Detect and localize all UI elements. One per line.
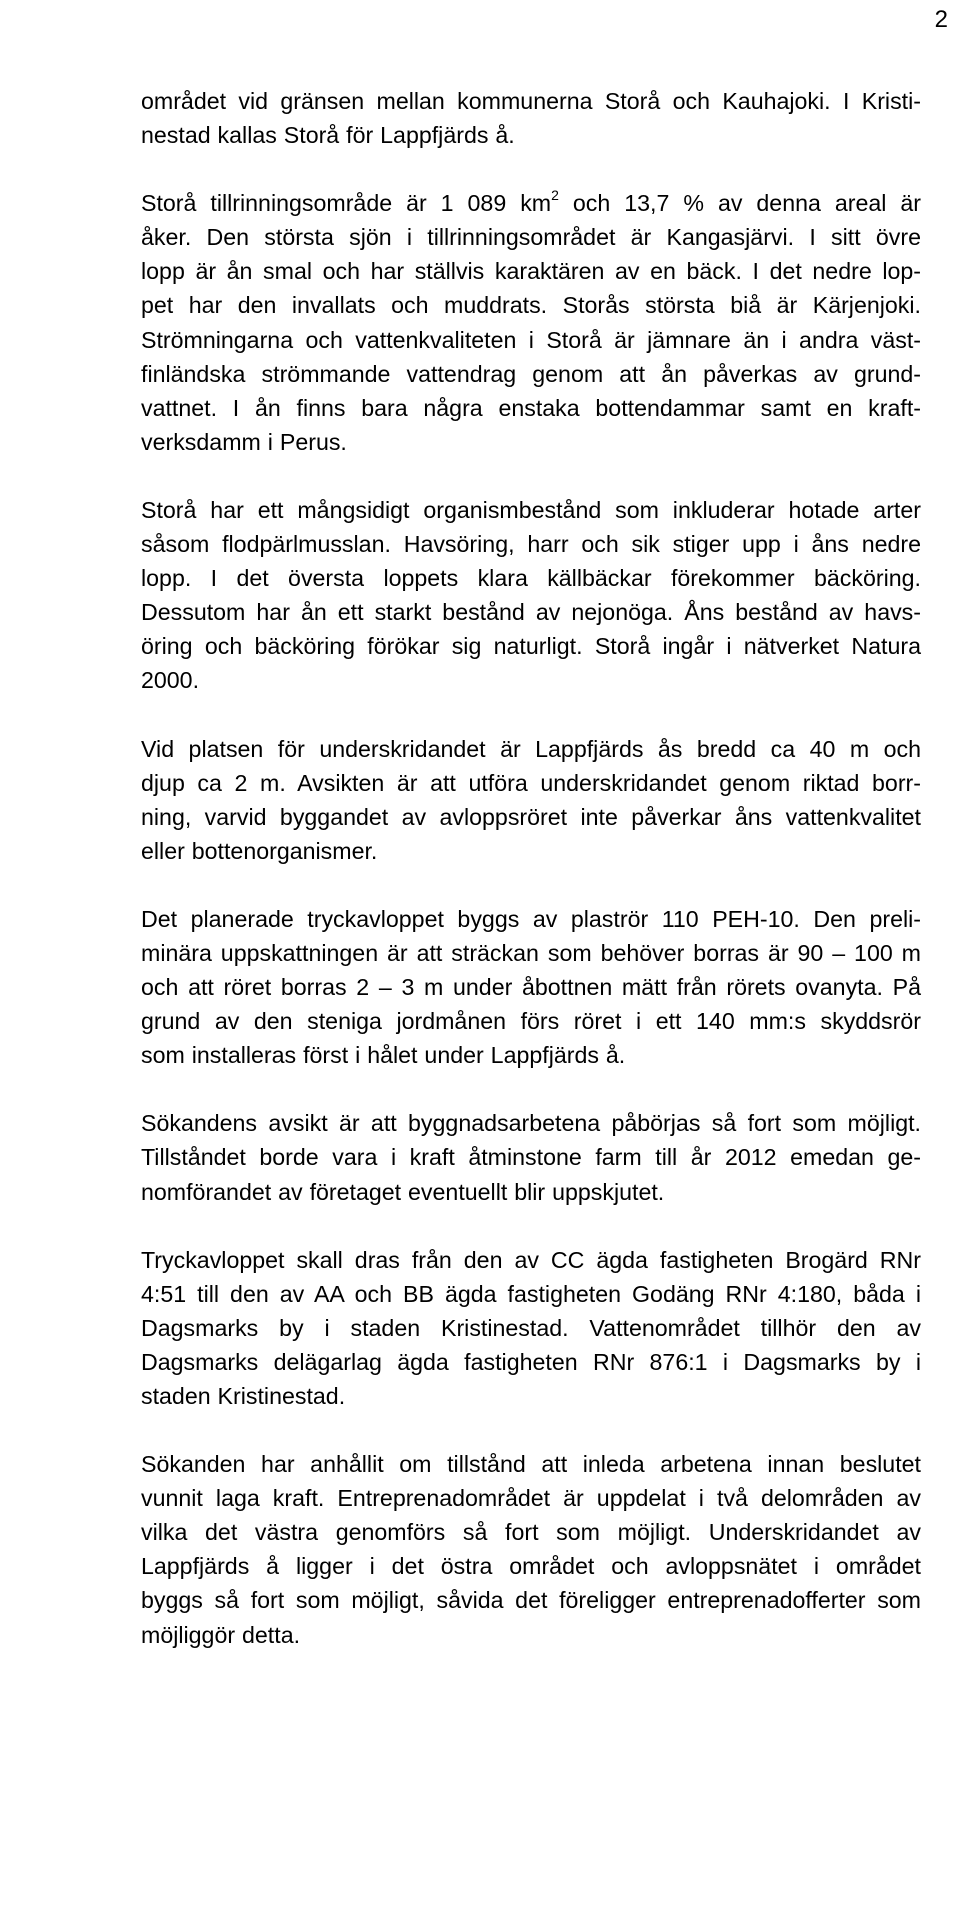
paragraph-3 [141, 493, 921, 698]
text-line: grund av den steniga jordmånen förs röret i ett 140 mm:s skyddsrör [141, 1008, 921, 1035]
text-line: nestad kallas Storå för Lappfjärds å. [141, 122, 515, 149]
text-line: Dessutom har ån ett starkt bestånd av nejonöga. Åns bestånd av havs- [141, 599, 921, 626]
text-line: 4:51 till den av AA och BB ägda fastigheten Godäng RNr 4:180, båda i [141, 1280, 921, 1307]
text-segment: Storå tillrinningsområde är 1 089 km [141, 190, 552, 217]
text-line: lopp. I det översta loppets klara källbäckar förekommer bäcköring. [141, 565, 921, 592]
text-line: Dagsmarks by i staden Kristinestad. Vattenområdet tillhör den av [141, 1314, 921, 1341]
text-line: Vid platsen för underskridandet är Lappfjärds ås bredd ca 40 m och [141, 735, 921, 762]
text-line: vattnet. I ån finns bara några enstaka bottendammar samt en kraft- [141, 394, 921, 421]
text-line: Lappfjärds å ligger i det östra området och avloppsnätet i området [141, 1553, 921, 1580]
page-number: 2 [934, 6, 948, 33]
text-line: djup ca 2 m. Avsikten är att utföra underskridandet genom riktad borr- [141, 769, 921, 796]
superscript: 2 [551, 187, 559, 204]
paragraph-5 [141, 902, 921, 1072]
text-line: minära uppskattningen är att sträckan som behöver borras är 90 – 100 m [141, 939, 921, 966]
text-line: och att röret borras 2 – 3 m under åbottnen mätt från rörets ovanyta. På [141, 974, 921, 1001]
text-line: öring och bäcköring förökar sig naturligt. Storå ingår i nätverket Natura [141, 633, 921, 660]
text-segment: och 13,7 % av denna areal är [558, 190, 922, 217]
document-body [141, 84, 921, 1686]
paragraph-8 [141, 1447, 921, 1652]
text-line: möjliggör detta. [141, 1621, 301, 1648]
paragraph-7 [141, 1243, 921, 1413]
text-line: Dagsmarks delägarlag ägda fastigheten RNr 876:1 i Dagsmarks by i [141, 1348, 921, 1375]
text-line: vilka det västra genomförs så fort som möjligt. Underskridandet av [141, 1519, 921, 1546]
text-line: vunnit laga kraft. Entreprenadområdet är uppdelat i två delområden av [141, 1485, 921, 1512]
text-line: Storå har ett mångsidigt organismbestånd som inkluderar hotade arter [141, 496, 921, 523]
text-line: verksdamm i Perus. [141, 428, 347, 455]
text-line: byggs så fort som möjligt, såvida det föreligger entreprenadofferter som [141, 1587, 921, 1614]
text-line: Sökanden har anhållit om tillstånd att inleda arbetena innan beslutet [141, 1451, 921, 1478]
paragraph-1 [141, 84, 921, 152]
text-line: 2000. [141, 667, 200, 694]
text-line: pet har den invallats och muddrats. Storås största biå är Kärjenjoki. [141, 292, 921, 319]
text-line: Tryckavloppet skall dras från den av CC ägda fastigheten Brogärd RNr [141, 1246, 921, 1273]
text-line: Strömningarna och vattenkvaliteten i Storå är jämnare än i andra väst- [141, 326, 921, 353]
text-line: eller bottenorganismer. [141, 837, 378, 864]
text-line: Sökandens avsikt är att byggnadsarbetena påbörjas så fort som möjligt. [141, 1110, 921, 1137]
paragraph-6 [141, 1106, 921, 1208]
text-line: Det planerade tryckavloppet byggs av plaströr 110 PEH-10. Den preli- [141, 905, 921, 932]
text-line: Tillståndet borde vara i kraft åtminstone farm till år 2012 emedan ge- [141, 1144, 921, 1171]
paragraph-4 [141, 732, 921, 868]
paragraph-2 [141, 186, 921, 459]
text-line: staden Kristinestad. [141, 1383, 346, 1409]
text-line: såsom flodpärlmusslan. Havsöring, harr och sik stiger upp i åns nedre [141, 531, 921, 558]
text-line: lopp är ån smal och har ställvis karaktären av en bäck. I det nedre lop- [141, 258, 921, 285]
text-line: finländska strömmande vattendrag genom att ån påverkas av grund- [141, 360, 921, 387]
text-line: som installeras först i hålet under Lappfjärds å. [141, 1042, 626, 1069]
text-line: ning, varvid byggandet av avloppsröret inte påverkar åns vattenkvalitet [141, 803, 921, 830]
text-line: nomförandet av företaget eventuellt blir uppskjutet. [141, 1178, 665, 1205]
text-line: åker. Den största sjön i tillrinningsområdet är Kangasjärvi. I sitt övre [141, 224, 921, 251]
text-line: området vid gränsen mellan kommunerna Storå och Kauhajoki. I Kristi- [141, 88, 921, 114]
text-line [141, 186, 921, 220]
